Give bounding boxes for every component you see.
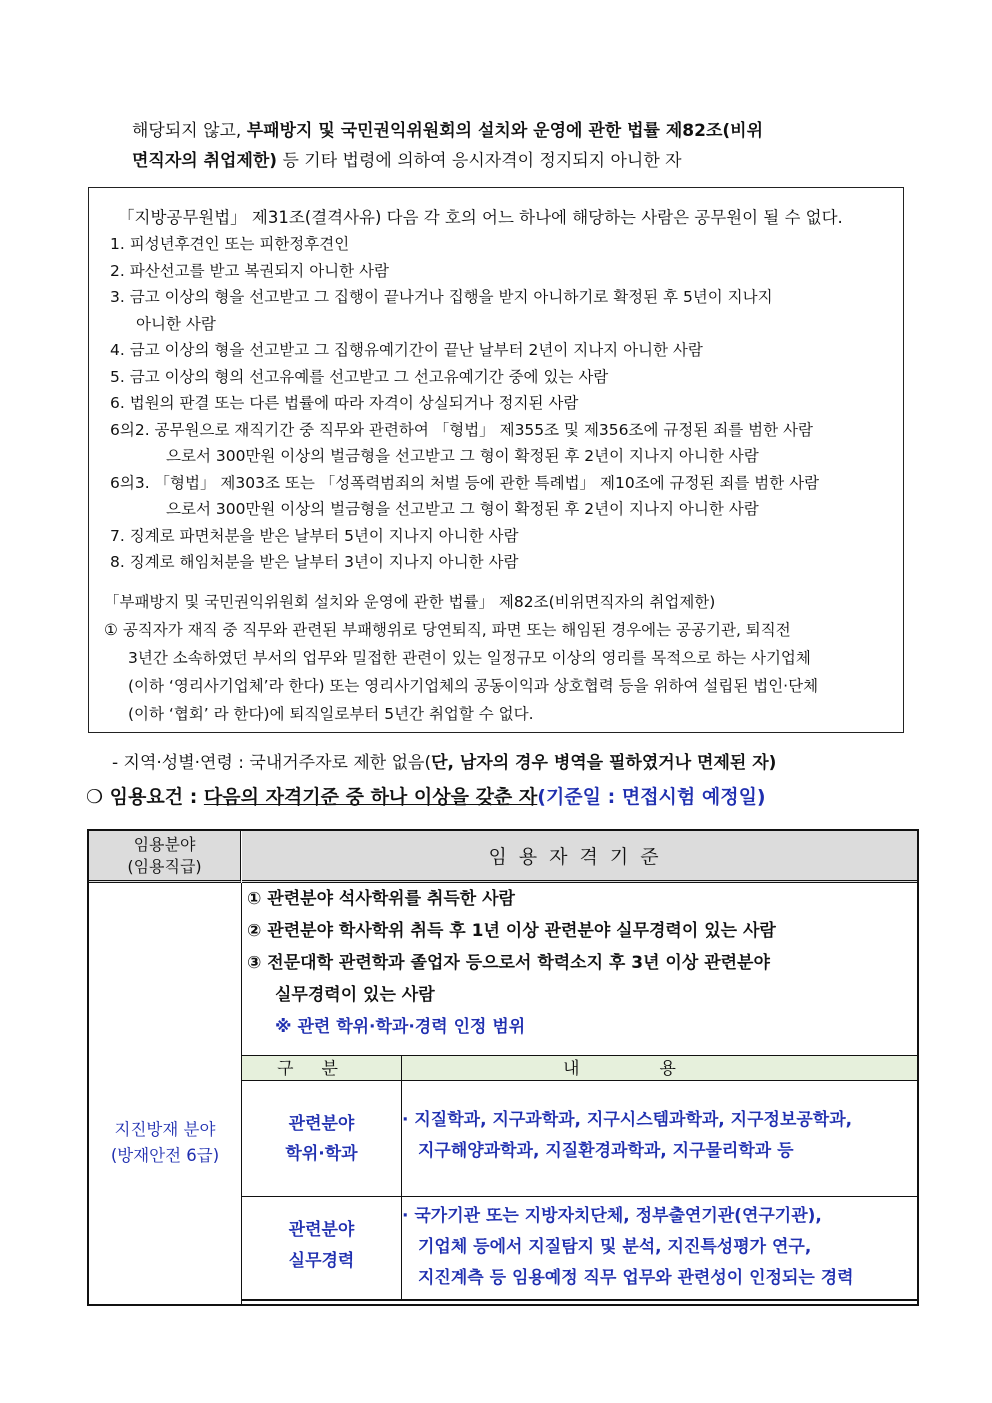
law-item: 2. 파산선고를 받고 복권되지 아니한 사람 xyxy=(110,261,389,280)
row-experience-content xyxy=(402,1197,917,1301)
qualification-table xyxy=(87,829,919,1306)
law-item-continued: 으로서 300만원 이상의 벌금형을 선고받고 그 형이 확정된 후 2년이 지나지 아니한 사람 xyxy=(166,500,759,518)
intro-line-1 xyxy=(132,116,912,146)
law-item: 3. 금고 이상의 형을 선고받고 그 집행이 끝나거나 집행을 받지 아니하기로 확정된 후 5년이 지나지 xyxy=(110,288,773,306)
field-name xyxy=(89,1117,241,1169)
row-degree-label xyxy=(242,1081,402,1197)
intro-text: 해당되지 않고, xyxy=(132,121,247,141)
requirement-label: 임용요건 : xyxy=(103,786,204,808)
circle-bullet-icon: ❍ xyxy=(86,786,104,808)
subheader-content: 내용 xyxy=(402,1055,917,1081)
intro-line-2 xyxy=(132,146,912,176)
law-item: 6의3. 「형법」 제303조 또는 「성폭력범죄의 처벌 등에 관한 특례법」 제10조에 규정된 죄를 범한 사람 xyxy=(110,473,820,492)
row-label-line: 학위·학과 xyxy=(285,1144,358,1164)
field-grade: (방재안전 6급) xyxy=(110,1146,220,1165)
intro-text-end: 등 기타 법령에 의하여 응시자격이 정지되지 아니한 자 xyxy=(277,151,682,171)
law-item-continued: 아니한 사람 xyxy=(136,314,216,333)
subheader-category: 구분 xyxy=(242,1055,402,1081)
row-label-line: 관련분야 xyxy=(288,1114,355,1134)
header-field xyxy=(89,831,241,883)
row-label-line: 관련분야 xyxy=(288,1220,355,1240)
law2-line: ① 공직자가 재직 중 직무와 관련된 부패행위로 당연퇴직, 파면 또는 해임된 경우에는 공공기관, 퇴직전 xyxy=(104,621,791,639)
criteria-item: ③ 전문대학 관련학과 졸업자 등으로서 학력소지 후 3년 이상 관련분야 xyxy=(247,953,770,973)
law-item: 8. 징계로 해임처분을 받은 날부터 3년이 지나지 아니한 사람 xyxy=(110,553,519,571)
eligibility-condition xyxy=(112,748,776,773)
requirement-text: 다음의 자격기준 중 하나 이상을 갖춘 자 xyxy=(203,786,538,808)
row-content-line: 지구해양과학과, 지질환경과학과, 지구물리학과 등 xyxy=(418,1141,794,1161)
law2-line: (이하 ‘영리사기업체’라 한다) 또는 영리사기업체의 공동이익과 상호협력 등을 위하여 설립된 법인·단체 xyxy=(128,677,819,695)
header-field-label: 임용분야 xyxy=(133,835,196,854)
criteria-item: ② 관련분야 학사학위 취득 후 1년 이상 관련분야 실무경력이 있는 사람 xyxy=(247,921,776,941)
field-label: 지진방재 분야 xyxy=(114,1120,216,1139)
header-criteria: 임용자격기준 xyxy=(242,831,917,883)
condition-emphasis: 단, 남자의 경우 병역을 필하였거나 면제된 자) xyxy=(431,753,777,773)
criteria-list xyxy=(247,883,907,1043)
row-content-line: · 국가기관 또는 지방자치단체, 정부출연기관(연구기관), xyxy=(402,1206,822,1226)
header-grade-label: (임용직급) xyxy=(127,857,202,876)
law2-line: 3년간 소속하였던 부서의 업무와 밀접한 관련이 있는 일정규모 이상의 영리를 목적으로 하는 사기업체 xyxy=(128,649,811,667)
requirement-reference-date: (기준일 : 면접시험 예정일) xyxy=(537,786,766,808)
law-item: 1. 피성년후견인 또는 피한정후견인 xyxy=(110,235,350,253)
intro-law-reference-end: 면직자의 취업제한) xyxy=(132,151,278,171)
law-item: 6. 법원의 판결 또는 다른 법률에 따라 자격이 상실되거나 정지된 사람 xyxy=(110,394,579,412)
law2-line: (이하 ‘협회’ 라 한다)에 퇴직일로부터 5년간 취업할 수 없다. xyxy=(128,705,534,723)
criteria-note: ※ 관련 학위·학과·경력 인정 범위 xyxy=(275,1017,526,1037)
anti-corruption-law-body xyxy=(104,616,904,728)
law-item-continued: 으로서 300만원 이상의 벌금형을 선고받고 그 형이 확정된 후 2년이 지나지 아니한 사람 xyxy=(166,447,759,465)
criteria-item-continued: 실무경력이 있는 사람 xyxy=(275,985,435,1005)
anti-corruption-law-title: 「부패방지 및 국민권익위원회 설치와 운영에 관한 법률」 제82조(비위면직자의 취업제한) xyxy=(104,593,716,611)
requirement-heading xyxy=(86,782,766,809)
row-experience-label xyxy=(242,1197,402,1301)
row-label-line: 실무경력 xyxy=(288,1251,355,1271)
law-item-list xyxy=(110,231,900,576)
intro-law-reference: 부패방지 및 국민권익위원회의 설치와 운영에 관한 법률 제82조(비위 xyxy=(246,121,763,141)
law-title: 「지방공무원법」 제31조(결격사유) 다음 각 호의 어느 하나에 해당하는 사람은 공무원이 될 수 없다. xyxy=(118,208,843,227)
law-item: 5. 금고 이상의 형의 선고유예를 선고받고 그 선고유예기간 중에 있는 사람 xyxy=(110,367,609,386)
condition-text: - 지역·성별·연령 : 국내거주자로 제한 없음( xyxy=(112,753,432,773)
row-content-line: · 지질학과, 지구과학과, 지구시스템과학과, 지구정보공학과, xyxy=(402,1110,853,1130)
row-content-line: 지진계측 등 임용예정 직무 업무와 관련성이 인정되는 경력 xyxy=(418,1268,854,1288)
field-cell xyxy=(89,883,242,1304)
row-content-line: 기업체 등에서 지질탐지 및 분석, 지진특성평가 연구, xyxy=(418,1237,812,1257)
law-item: 4. 금고 이상의 형을 선고받고 그 집행유예기간이 끝난 날부터 2년이 지나지 아니한 사람 xyxy=(110,341,703,359)
intro-paragraph xyxy=(132,116,912,176)
recognition-subtable xyxy=(242,1055,917,1304)
law-item: 6의2. 공무원으로 재직기간 중 직무와 관련하여 「형법」 제355조 및 제356조에 규정된 죄를 범한 사람 xyxy=(110,420,813,439)
row-degree-content xyxy=(402,1081,917,1197)
law-item: 7. 징계로 파면처분을 받은 날부터 5년이 지나지 아니한 사람 xyxy=(110,526,519,545)
criteria-item: ① 관련분야 석사학위를 취득한 사람 xyxy=(247,889,515,909)
